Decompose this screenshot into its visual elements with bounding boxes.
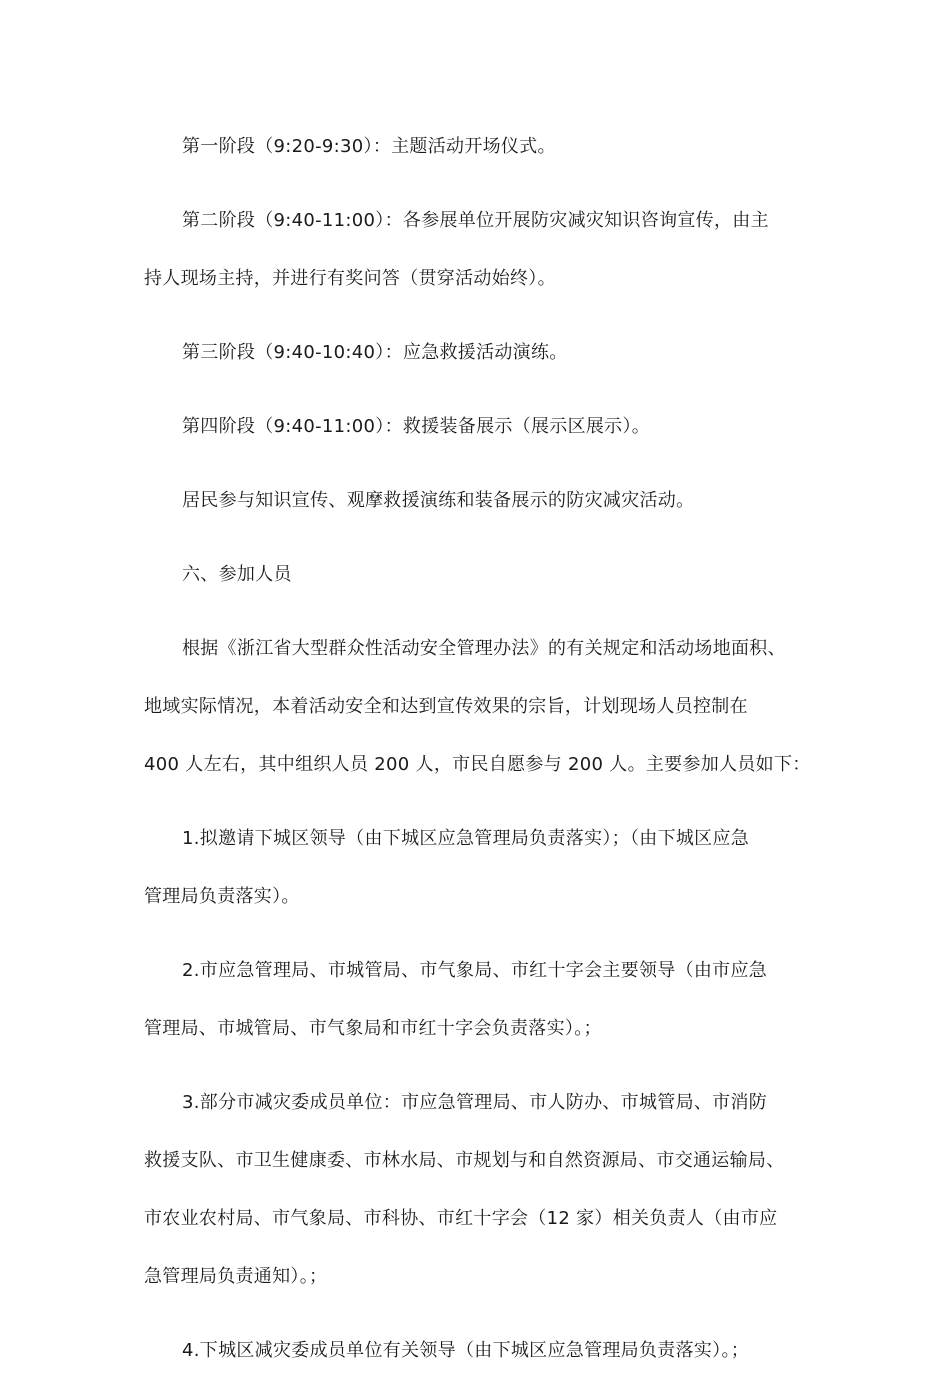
text-line: 3.部分市减灾委成员单位：市应急管理局、市人防办、市城管局、市消防 bbox=[182, 1092, 768, 1113]
text-line: 市农业农村局、市气象局、市科协、市红十字会（12 家）相关负责人（由市应 bbox=[144, 1208, 778, 1229]
paragraph-stage-2 bbox=[144, 192, 812, 308]
text-line: 救援支队、市卫生健康委、市林水局、市规划与和自然资源局、市交通运输局、 bbox=[144, 1150, 785, 1171]
text-line: 400 人左右，其中组织人员 200 人，市民自愿参与 200 人。主要参加人员如下： bbox=[144, 754, 811, 775]
text-line: 4.下城区减灾委成员单位有关领导（由下城区应急管理局负责落实）。； bbox=[182, 1340, 750, 1361]
paragraph-stage-3 bbox=[144, 324, 812, 382]
text-line: 第三阶段（9:40-10:40）：应急救援活动演练。 bbox=[182, 342, 568, 363]
text-line: 六、参加人员 bbox=[182, 564, 292, 585]
text-line: 持人现场主持，并进行有奖问答（贯穿活动始终）。 bbox=[144, 268, 556, 289]
paragraph-stage-1 bbox=[144, 118, 812, 176]
text-line: 第一阶段（9:20-9:30）：主题活动开场仪式。 bbox=[182, 136, 556, 157]
text-line: 居民参与知识宣传、观摩救援演练和装备展示的防灾减灾活动。 bbox=[182, 490, 695, 511]
text-line: 管理局、市城管局、市气象局和市红十字会负责落实）。； bbox=[144, 1018, 602, 1039]
list-item-2 bbox=[144, 942, 812, 1058]
text-line: 第二阶段（9:40-11:00）：各参展单位开展防灾减灾知识咨询宣传，由主 bbox=[182, 210, 769, 231]
text-line: 根据《浙江省大型群众性活动安全管理办法》的有关规定和活动场地面积、 bbox=[182, 638, 786, 659]
text-line: 第四阶段（9:40-11:00）：救援装备展示（展示区展示）。 bbox=[182, 416, 651, 437]
paragraph-stage-4 bbox=[144, 398, 812, 456]
list-item-4 bbox=[144, 1322, 812, 1380]
paragraph-residents bbox=[144, 472, 812, 530]
paragraph-participants-intro bbox=[144, 620, 812, 794]
section-heading-participants bbox=[144, 546, 812, 604]
text-line: 2.市应急管理局、市城管局、市气象局、市红十字会主要领导（由市应急 bbox=[182, 960, 768, 981]
document-body bbox=[144, 118, 812, 1396]
text-line: 地域实际情况，本着活动安全和达到宣传效果的宗旨，计划现场人员控制在 bbox=[144, 696, 748, 717]
list-item-1 bbox=[144, 810, 812, 926]
text-line: 管理局负责落实）。 bbox=[144, 886, 300, 907]
list-item-3 bbox=[144, 1074, 812, 1306]
text-line: 急管理局负责通知）。； bbox=[144, 1266, 328, 1287]
text-line: 1.拟邀请下城区领导（由下城区应急管理局负责落实）；（由下城区应急 bbox=[182, 828, 750, 849]
